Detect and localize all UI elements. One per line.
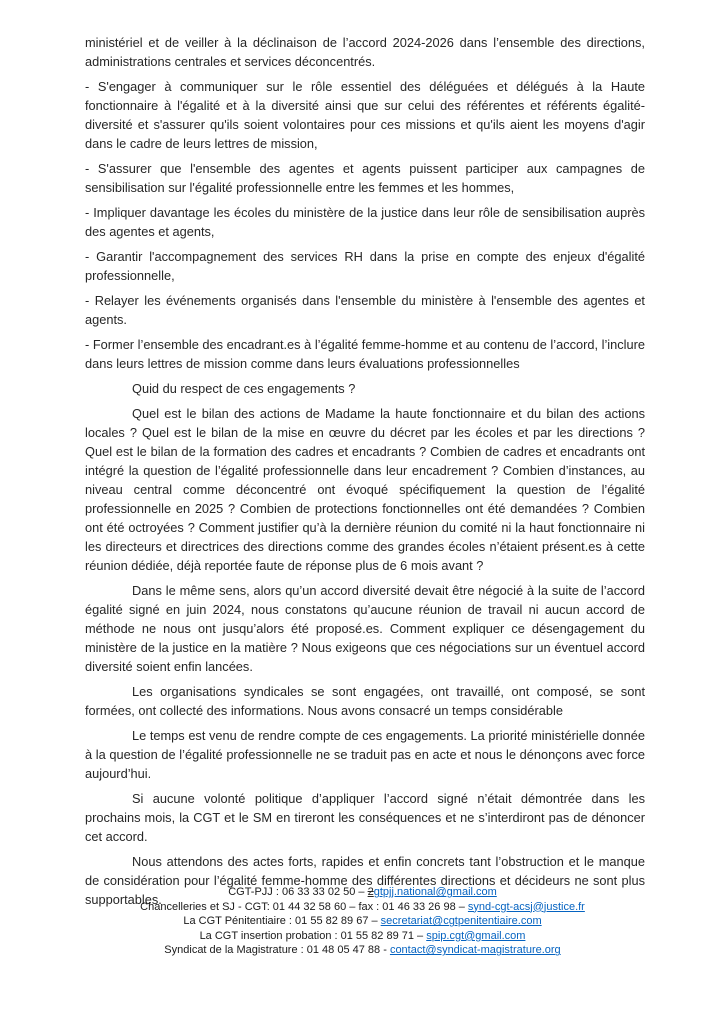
footer-email-link[interactable]: contact@syndicat-magistrature.org <box>389 944 561 957</box>
bullet-paragraph: - Former l’ensemble des encadrant.es à l’égalité femme-homme et au contenu de l’accord, l’inclure dans leurs lettres de mission comme dans leurs évaluations professionnelles <box>85 337 645 371</box>
footer-email-link[interactable]: spip.cgt@gmail.com <box>426 929 526 942</box>
struck-through-character: 2 <box>367 886 374 899</box>
document-body <box>85 33 645 915</box>
footer-email-link[interactable]: synd-cgt-acsj@justice.fr <box>467 900 585 913</box>
paragraph: Le temps est venu de rendre compte de ces engagements. La priorité ministérielle donnée à la question de l’égalité professionnelle ne se traduit pas en acte et nous le dénonçons avec force aujourd’hui. <box>85 728 645 781</box>
bullet-paragraph: - S'assurer que l'ensemble des agentes et agents puissent participer aux campagnes de sensibilisation sur l'égalité professionnelle entre les femmes et les hommes, <box>85 161 645 195</box>
bullet-paragraph: - Impliquer davantage les écoles du ministère de la justice dans leur rôle de sensibilisation auprès des agentes et agents, <box>85 205 645 239</box>
footer-line <box>0 943 725 958</box>
footer-email-link[interactable]: gtpjj.national@gmail.com <box>373 886 497 899</box>
footer-line <box>0 885 725 900</box>
paragraph: Quel est le bilan des actions de Madame la haute fonctionnaire et du bilan des actions locales ? Quel est le bilan de la mise en œuvre du décret par les écoles et par les directions ? Quel est le bilan de la formation des cadres et encadrants ? Combien de cadres et encadrants ont intégré la question de l’égalité professionnelle dans leur encadrement ? Combien d’instances, au niveau central comme déconcentré ont évoqué spécifiquement la question de l’égalité professionnelle en 2025 ? Combien de protections fonctionnelles ont été demandées ? Combien ont été octroyées ? Comment justifier qu’à la dernière réunion du comité ni la haut fonctionnaire ni les directeurs et directrices des directions comme des grandes écoles n’étaient présent.es à cette réunion dédiée, déjà reportée faute de réponse plus de 6 mois avant ? <box>85 406 645 573</box>
bullet-paragraph: - Relayer les événements organisés dans l'ensemble du ministère à l'ensemble des agentes et agents. <box>85 293 645 327</box>
paragraph: Dans le même sens, alors qu’un accord diversité devait être négocié à la suite de l’accord égalité signé en juin 2024, nous constatons qu’aucune réunion de travail ni aucun accord de méthode ne nous ont jusqu’alors été proposé.es. Comment expliquer ce désengagement du ministère de la justice en la matière ? Nous exigeons que ces négociations sur un éventuel accord diversité soient enfin lancées. <box>85 583 645 674</box>
footer-contact-text: Syndicat de la Magistrature : 01 48 05 47 88 - <box>164 944 390 957</box>
footer-line <box>0 900 725 915</box>
paragraph: ministériel et de veiller à la déclinaison de l’accord 2024-2026 dans l’ensemble des directions, administrations centrales et services déconcentrés. <box>85 35 645 69</box>
footer-contact-text: Chancelleries et SJ - CGT: 01 44 32 58 60 – fax : 01 46 33 26 98 – <box>140 900 468 913</box>
footer-contact-text: La CGT insertion probation : 01 55 82 89 71 – <box>199 929 427 942</box>
bullet-paragraph: - S'engager à communiquer sur le rôle essentiel des déléguées et délégués à la Haute fonctionnaire à l'égalité et à la diversité ainsi que sur celui des référentes et référents égalité-diversité et s'assurer qu'ils soient volontaires pour ces missions et qu'ils aient les moyens d'agir dans le cadre de leurs lettres de mission, <box>85 79 645 151</box>
bullet-paragraph: - Garantir l'accompagnement des services RH dans la prise en compte des enjeux d'égalité professionnelle, <box>85 249 645 283</box>
footer-contact-text: La CGT Pénitentiaire : 01 55 82 89 67 – <box>183 915 381 928</box>
paragraph: Les organisations syndicales se sont engagées, ont travaillé, ont composé, se sont formées, ont collecté des informations. Nous avons consacré un temps considérable <box>85 684 645 718</box>
paragraph: Nous attendons des actes forts, rapides et enfin concrets tant l’obstruction et le manque de considération pour l’égalité femme-homme des différentes directions et décideurs ne sont plus supportables. <box>85 854 645 907</box>
footer-email-link[interactable]: secretariat@cgtpenitentiaire.com <box>380 915 542 928</box>
paragraph: Si aucune volonté politique d’appliquer l’accord signé n’était démontrée dans les prochains mois, la CGT et le SM en tireront les conséquences et ne s’interdiront pas de dénoncer cet accord. <box>85 791 645 844</box>
footer-contact-text: CGT-PJJ : 06 33 33 02 50 – <box>228 886 368 899</box>
paragraph: Quid du respect de ces engagements ? <box>132 381 356 396</box>
footer-line <box>0 929 725 944</box>
document-footer <box>0 885 725 958</box>
footer-line <box>0 914 725 929</box>
